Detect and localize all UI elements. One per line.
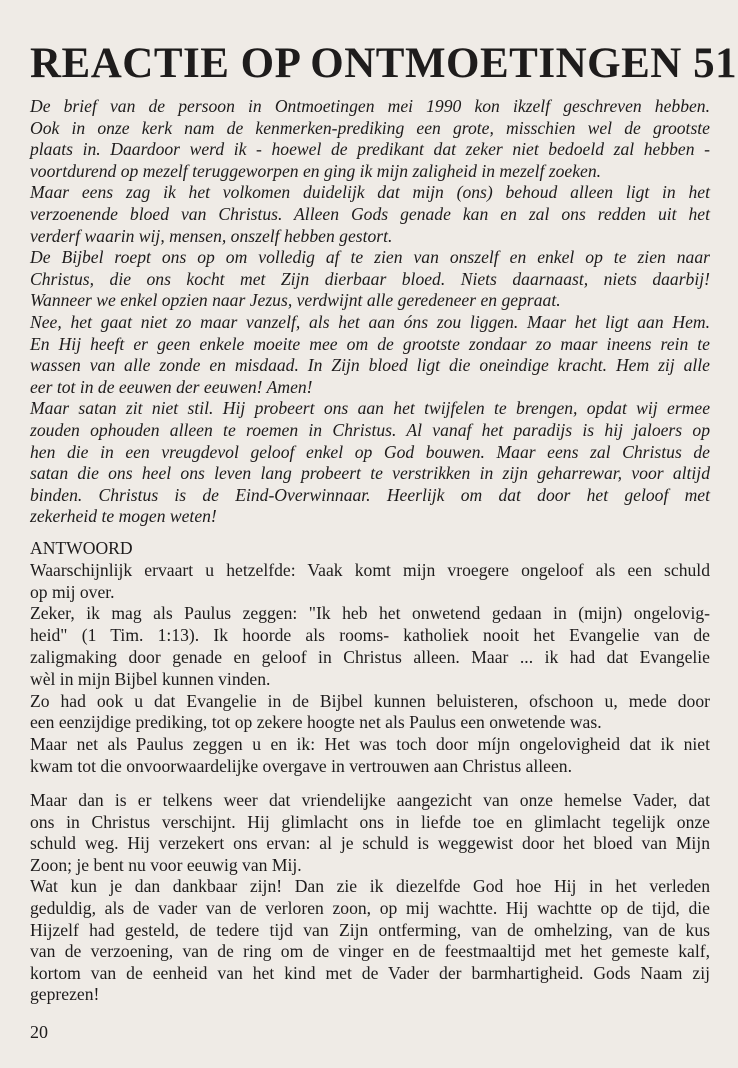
text-line: Waarschijnlijk ervaart u hetzelfde: Vaak komt mijn vroegere ongeloof als een schuld [30, 559, 710, 580]
text-line: plaats in. Daardoor werd ik - hoewel de predikant dat zeker niet bedoeld zal hebben - [30, 139, 710, 160]
paragraph [30, 790, 710, 876]
text-line: eer tot in de eeuwen der eeuwen! Amen! [30, 376, 313, 397]
paragraph [30, 182, 710, 247]
text-line: verzoenende bloed van Christus. Alleen Gods genade kan en zal ons redden uit het [30, 203, 710, 224]
text-line: een eenzijdige prediking, tot op zekere hoogte net als Paulus een onwetende was. [30, 712, 602, 733]
text-line: schuld weg. Hij verzekert ons ervan: al je schuld is weggewist door het bloed van Mijn [30, 833, 710, 854]
text-line: hen die in een vreugdevol geloof enkel op God bouwen. Maar eens zal Christus de [30, 441, 710, 462]
text-line: Maar dan is er telkens weer dat vriendelijke aangezicht van onze hemelse Vader, dat [30, 790, 710, 810]
text-line: zouden ophouden alleen te roemen in Christus. Al vanaf het paradijs is hij jaloers op [30, 419, 710, 440]
reader-letter [30, 96, 710, 528]
answer-continued [30, 790, 710, 1006]
text-line: Zo had ook u dat Evangelie in de Bijbel kunnen beluisteren, ofschoon u, mede door [30, 690, 710, 711]
text-line: Maar net als Paulus zeggen u en ik: Het was toch door míjn ongelovigheid dat ik niet [30, 734, 710, 755]
text-line: ons in Christus verschijnt. Hij glimlacht ons in liefde toe en glimlacht tegelijk onze [30, 811, 710, 832]
text-line: Christus, die ons kocht met Zijn dierbaar bloed. Niets daarnaast, niets daarbij! [30, 268, 710, 289]
answer-section [30, 538, 710, 778]
text-line: wèl in mijn Bijbel kunnen vinden. [30, 668, 271, 689]
text-line: Wat kun je dan dankbaar zijn! Dan zie ik diezelfde God hoe Hij in het verleden [30, 876, 710, 897]
text-line: binden. Christus is de Eind-Overwinnaar. Heerlijk om dat door het geloof met [30, 484, 710, 505]
paragraph [30, 876, 710, 1006]
text-line: wassen van alle zonde en misdaad. In Zijn bloed ligt die oneindige kracht. Hem zij alle [30, 355, 710, 376]
text-line: voortdurend op mezelf teruggeworpen en ging ik mijn zaligheid in mezelf zoeken. [30, 160, 602, 181]
paragraph [30, 247, 710, 312]
answer-heading: ANTWOORD [30, 538, 133, 558]
text-line: Maar eens zag ik het volkomen duidelijk dat mijn (ons) behoud alleen ligt in het [30, 182, 710, 203]
text-line: heid" (1 Tim. 1:13). Ik hoorde als rooms- katholiek nooit het Evangelie van de [30, 625, 710, 646]
paragraph [30, 691, 710, 735]
paragraph [30, 96, 710, 182]
text-line: kortom van de eenheid van het kind met de Vader der barmhartigheid. Gods Naam zij [30, 962, 710, 983]
text-line: De Bijbel roept ons op om volledig af te zien van onszelf en enkel op te zien naar [30, 247, 710, 268]
text-line: zekerheid te mogen weten! [30, 506, 217, 527]
text-line: Hijzelf had gesteld, de tedere tijd van Zijn ontferming, van de omhelzing, van de kus [30, 919, 710, 940]
text-line: Ook in onze kerk nam de kenmerken-prediking een grote, misschien wel de grootste [30, 117, 710, 138]
text-line: Zoon; je bent nu voor eeuwig van Mij. [30, 854, 302, 875]
text-line: satan die ons heel ons leven lang probeert te verstrikken in zijn geharrewar, voor altijd [30, 463, 710, 484]
text-line: De brief van de persoon in Ontmoetingen mei 1990 kon ikzelf geschreven hebben. [30, 96, 710, 116]
paragraph [30, 734, 710, 778]
paragraph [30, 312, 710, 398]
text-line: Zeker, ik mag als Paulus zeggen: "Ik heb het onwetend gedaan in (mijn) ongelovig- [30, 603, 710, 624]
text-line: Nee, het gaat niet zo maar vanzelf, als het aan óns zou liggen. Maar het ligt aan Hem. [30, 311, 710, 332]
text-line: zaligmaking door genade en geloof in Christus alleen. Maar ... ik had dat Evangelie [30, 646, 710, 667]
text-line: verderf waarin wij, mensen, onszelf hebben gestort. [30, 225, 393, 246]
paragraph [30, 398, 710, 528]
text-line: van de verzoening, van de ring om de vinger en de feestmaaltijd met het gemeste kalf, [30, 941, 710, 962]
text-line: En Hij heeft er geen enkele moeite mee om de grootste zondaar zo maar ineens rein te [30, 333, 710, 354]
text-line: geprezen! [30, 984, 100, 1005]
text-line: geduldig, als de vader van de verloren zoon, op mij wachtte. Hij wachtte op de tijd, die [30, 897, 710, 918]
page-title: REACTIE OP ONTMOETINGEN 51 [30, 40, 738, 87]
text-line: kwam tot die onvoorwaardelijke overgave in vertrouwen aan Christus alleen. [30, 755, 572, 776]
paragraph [30, 560, 710, 604]
paragraph [30, 603, 710, 690]
text-line: Wanneer we enkel opzien naar Jezus, verdwijnt alle geredeneer en gepraat. [30, 290, 561, 311]
text-line: op mij over. [30, 581, 115, 602]
text-line: Maar satan zit niet stil. Hij probeert ons aan het twijfelen te brengen, opdat wij ermee [30, 398, 710, 419]
page-number: 20 [30, 1022, 48, 1042]
